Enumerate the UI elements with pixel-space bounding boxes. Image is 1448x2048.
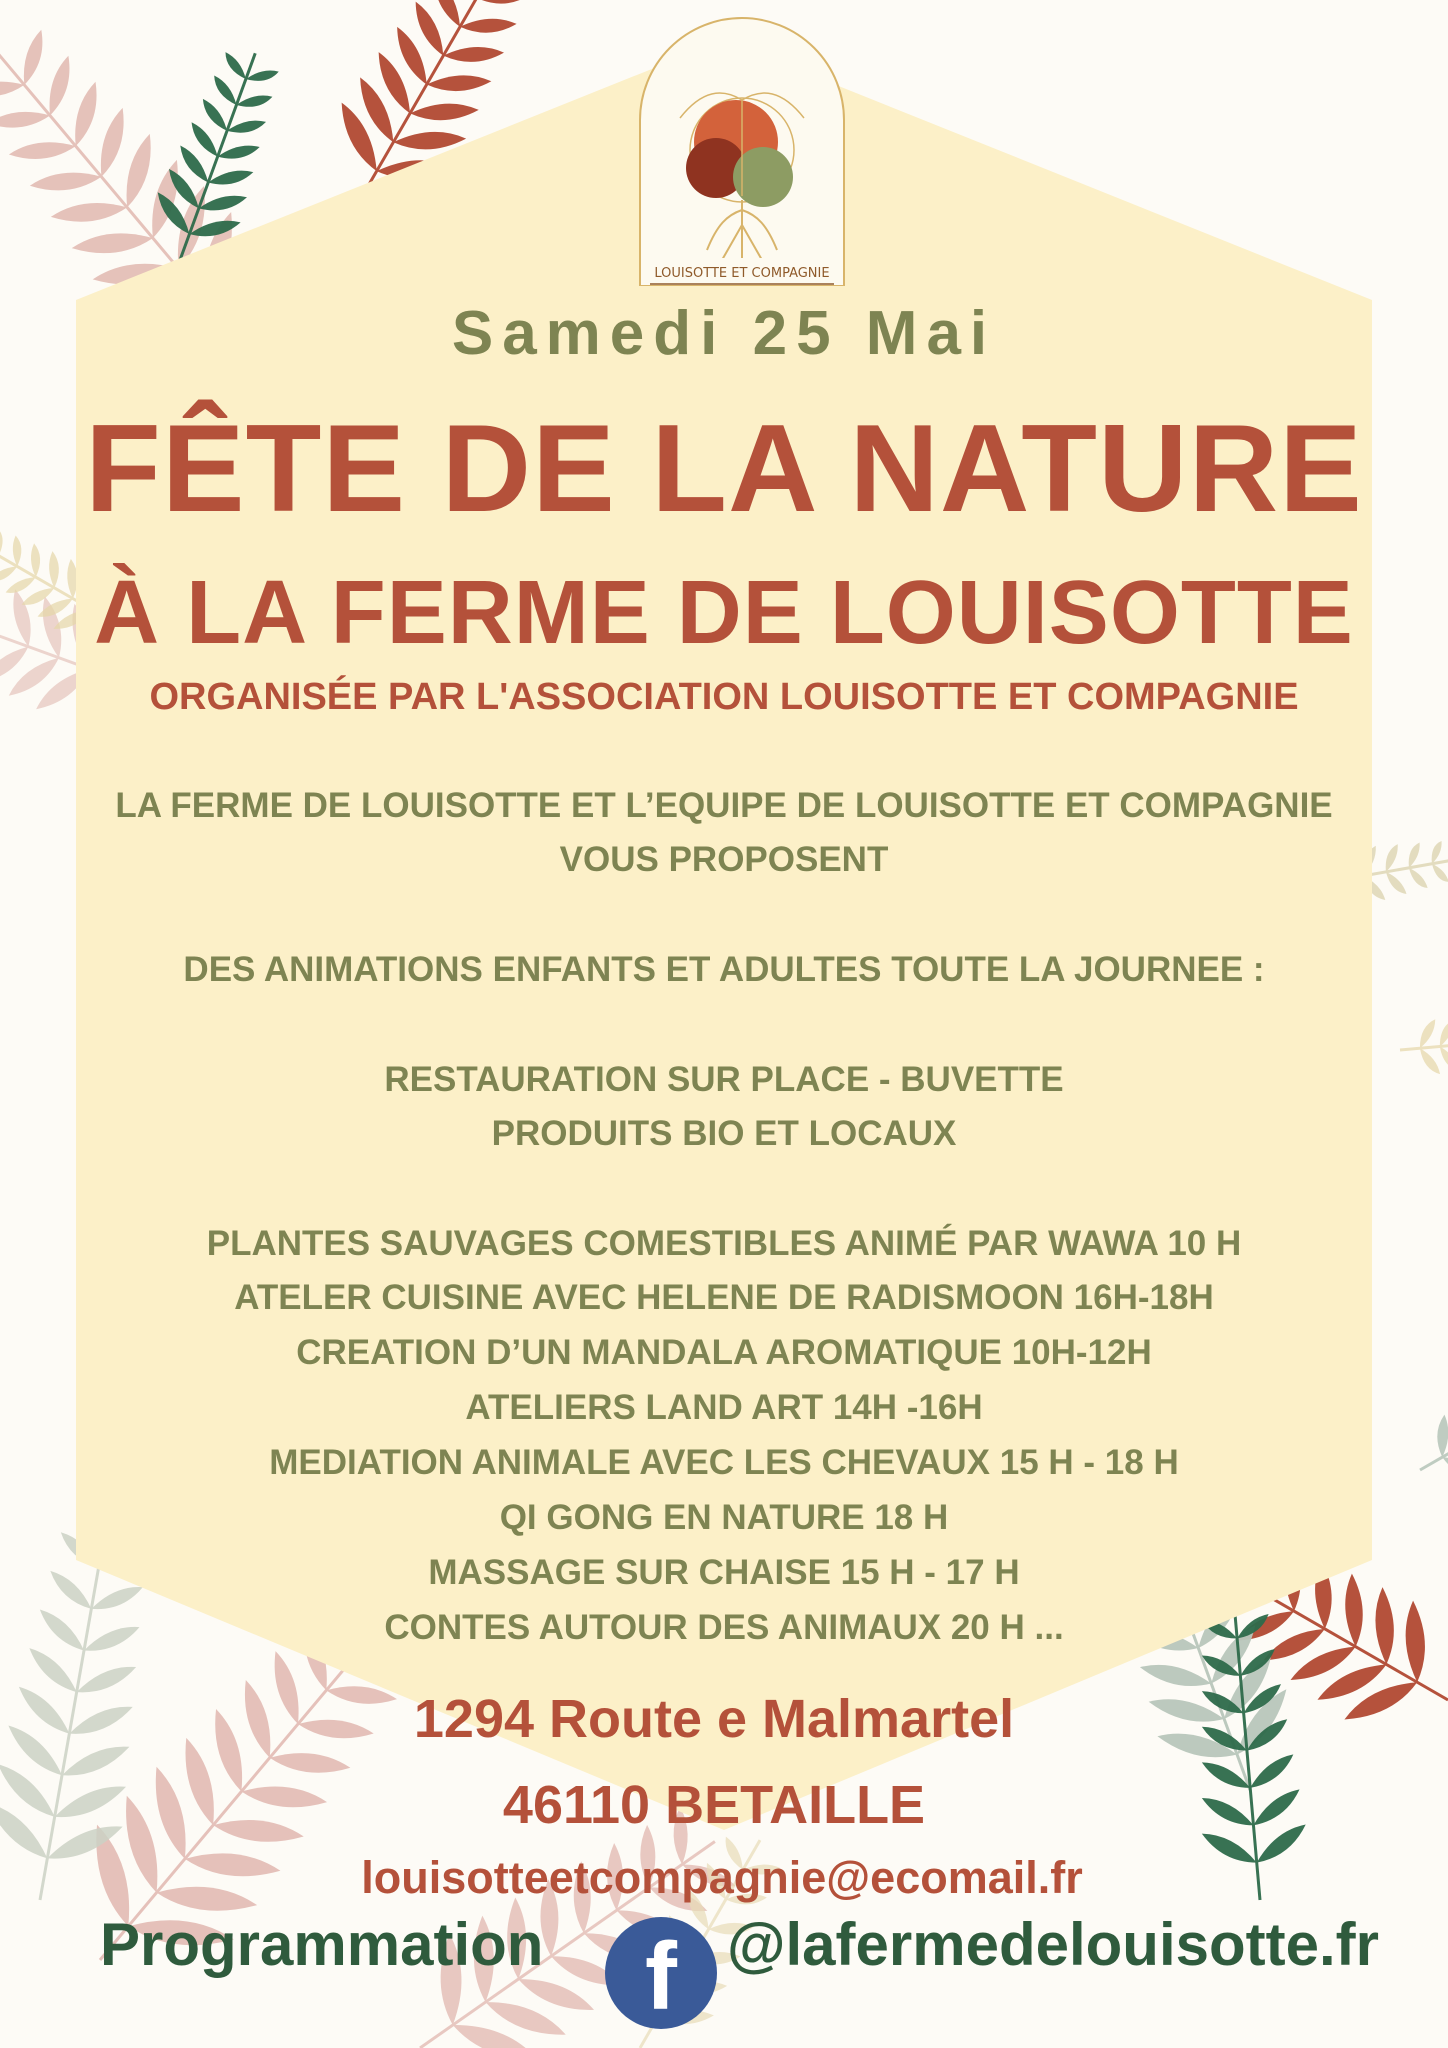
- contact-email[interactable]: louisotteetcompagnie@ecomail.fr: [361, 1852, 1083, 1903]
- association-logo: [632, 10, 852, 286]
- intro-line: VOUS PROPOSENT: [559, 840, 889, 879]
- logo-text: LOUISOTTE ET COMPAGNIE: [654, 266, 830, 281]
- programmation-label: Programmation: [100, 1911, 544, 1978]
- activity-item: ATELER CUISINE AVEC HELENE DE RADISMOON 16H-18H: [234, 1278, 1214, 1317]
- service-line: RESTAURATION SUR PLACE - BUVETTE: [384, 1060, 1064, 1099]
- activity-item: MEDIATION ANIMALE AVEC LES CHEVAUX 15 H - 18 H: [269, 1443, 1179, 1482]
- tree-logo-icon: [632, 10, 852, 286]
- event-title: FÊTE DE LA NATURE: [85, 400, 1363, 538]
- intro-line: LA FERME DE LOUISOTTE ET L’EQUIPE DE LOUISOTTE ET COMPAGNIE: [115, 786, 1333, 825]
- event-venue: À LA FERME DE LOUISOTTE: [94, 563, 1354, 663]
- service-line: PRODUITS BIO ET LOCAUX: [491, 1114, 957, 1153]
- activity-item: CREATION D’UN MANDALA AROMATIQUE 10H-12H: [296, 1333, 1152, 1372]
- address-city: 46110 BETAILLE: [502, 1775, 926, 1835]
- animations-heading: DES ANIMATIONS ENFANTS ET ADULTES TOUTE LA JOURNEE :: [183, 950, 1265, 989]
- activity-item: ATELIERS LAND ART 14H -16H: [465, 1388, 983, 1427]
- facebook-icon[interactable]: f: [605, 1917, 717, 2029]
- organizer-line: ORGANISÉE PAR L'ASSOCIATION LOUISOTTE ET COMPAGNIE: [149, 676, 1299, 718]
- activity-item: CONTES AUTOUR DES ANIMAUX 20 H ...: [384, 1608, 1064, 1647]
- activity-item: QI GONG EN NATURE 18 H: [499, 1498, 949, 1537]
- facebook-handle[interactable]: @lafermedelouisotte.fr: [727, 1911, 1379, 1978]
- activity-item: MASSAGE SUR CHAISE 15 H - 17 H: [428, 1553, 1020, 1592]
- address-street: 1294 Route e Malmartel: [413, 1689, 1015, 1749]
- event-date: Samedi 25 Mai: [451, 299, 997, 368]
- activity-item: PLANTES SAUVAGES COMESTIBLES ANIMÉ PAR WAWA 10 H: [206, 1224, 1242, 1263]
